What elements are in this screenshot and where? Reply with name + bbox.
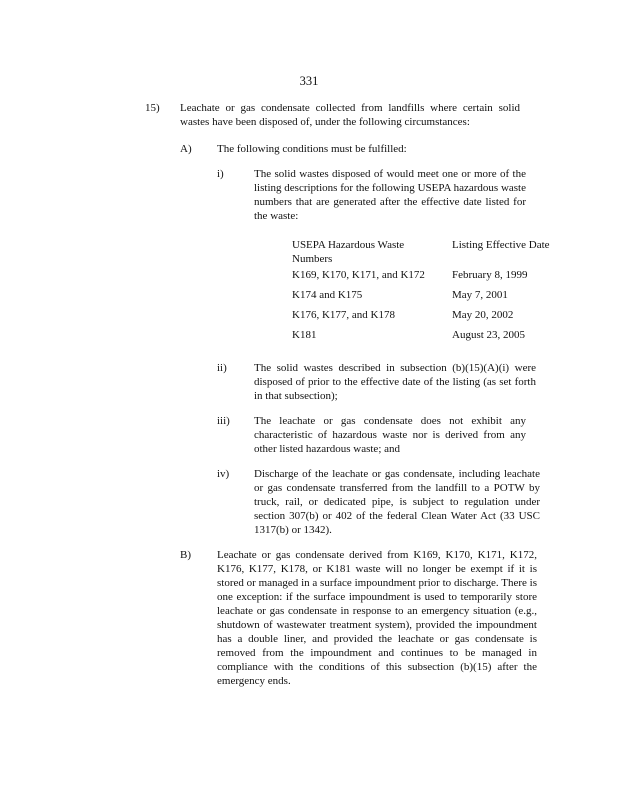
table-header-row [292, 238, 562, 268]
table-cell-numbers: K169, K170, K171, and K172 [292, 269, 425, 281]
item-b-text: Leachate or gas condensate derived from K169, K170, K171, K172, K176, K177, K178, or K181 waste will no longer be exempt if it is stored or managed in a surface impoundment prior to discharge. There is one exception: if the surface impoundment is used to temporarily store leachate or gas condensate in response to an emergency situation (e.g., shutdown of wastewater treatment system), provided the impoundment has a double liner, and provided the leachate or gas condensate is removed from the impoundment and continues to be managed in compliance with the conditions of this subsection (b)(15) after the emergency ends. [217, 549, 537, 687]
item-a-text: The following conditions must be fulfilled: [217, 143, 407, 155]
item-iii-label: iii) [217, 415, 230, 427]
item-a-label: A) [180, 143, 192, 155]
listing-table [292, 238, 562, 348]
item-iii-text: The leachate or gas condensate does not exhibit any characteristic of hazardous waste nor is derived from any other listed hazardous waste; and [254, 415, 526, 455]
item-15-text: Leachate or gas condensate collected from landfills where certain solid wastes have been disposed of, under the following circumstances: [180, 102, 520, 128]
page-number: 331 [299, 74, 319, 88]
item-i-text: The solid wastes disposed of would meet one or more of the listing descriptions for the following USEPA hazardous waste numbers that are generated after the effective date listed for the waste: [254, 168, 526, 222]
item-i-label: i) [217, 168, 224, 180]
table-cell-date: February 8, 1999 [452, 269, 528, 281]
item-b-label: B) [180, 549, 191, 561]
item-iv-text: Discharge of the leachate or gas condensate, including leachate or gas condensate transferred from the landfill to a POTW by truck, rail, or dedicated pipe, is subject to regulation under section 307(b) or 402 of the federal Clean Water Act (33 USC 1317(b) or 1342). [254, 468, 540, 536]
table-cell-numbers: K174 and K175 [292, 289, 363, 301]
table-header-date: Listing Effective Date [452, 239, 550, 251]
table-cell-date: May 20, 2002 [452, 309, 514, 321]
table-cell-date: May 7, 2001 [452, 289, 508, 301]
item-15-label: 15) [145, 102, 160, 114]
table-cell-numbers: K176, K177, and K178 [292, 309, 395, 321]
item-ii-label: ii) [217, 362, 227, 374]
table-header-numbers: USEPA Hazardous Waste Numbers [292, 239, 405, 265]
table-row [292, 288, 562, 308]
table-row [292, 268, 562, 288]
table-row [292, 308, 562, 328]
table-row [292, 328, 562, 348]
item-iv-label: iv) [217, 468, 230, 480]
table-cell-numbers: K181 [292, 329, 317, 341]
item-ii-text: The solid wastes described in subsection (b)(15)(A)(i) were disposed of prior to the effective date of the listing (as set forth in that subsection); [254, 362, 536, 402]
table-cell-date: August 23, 2005 [452, 329, 526, 341]
